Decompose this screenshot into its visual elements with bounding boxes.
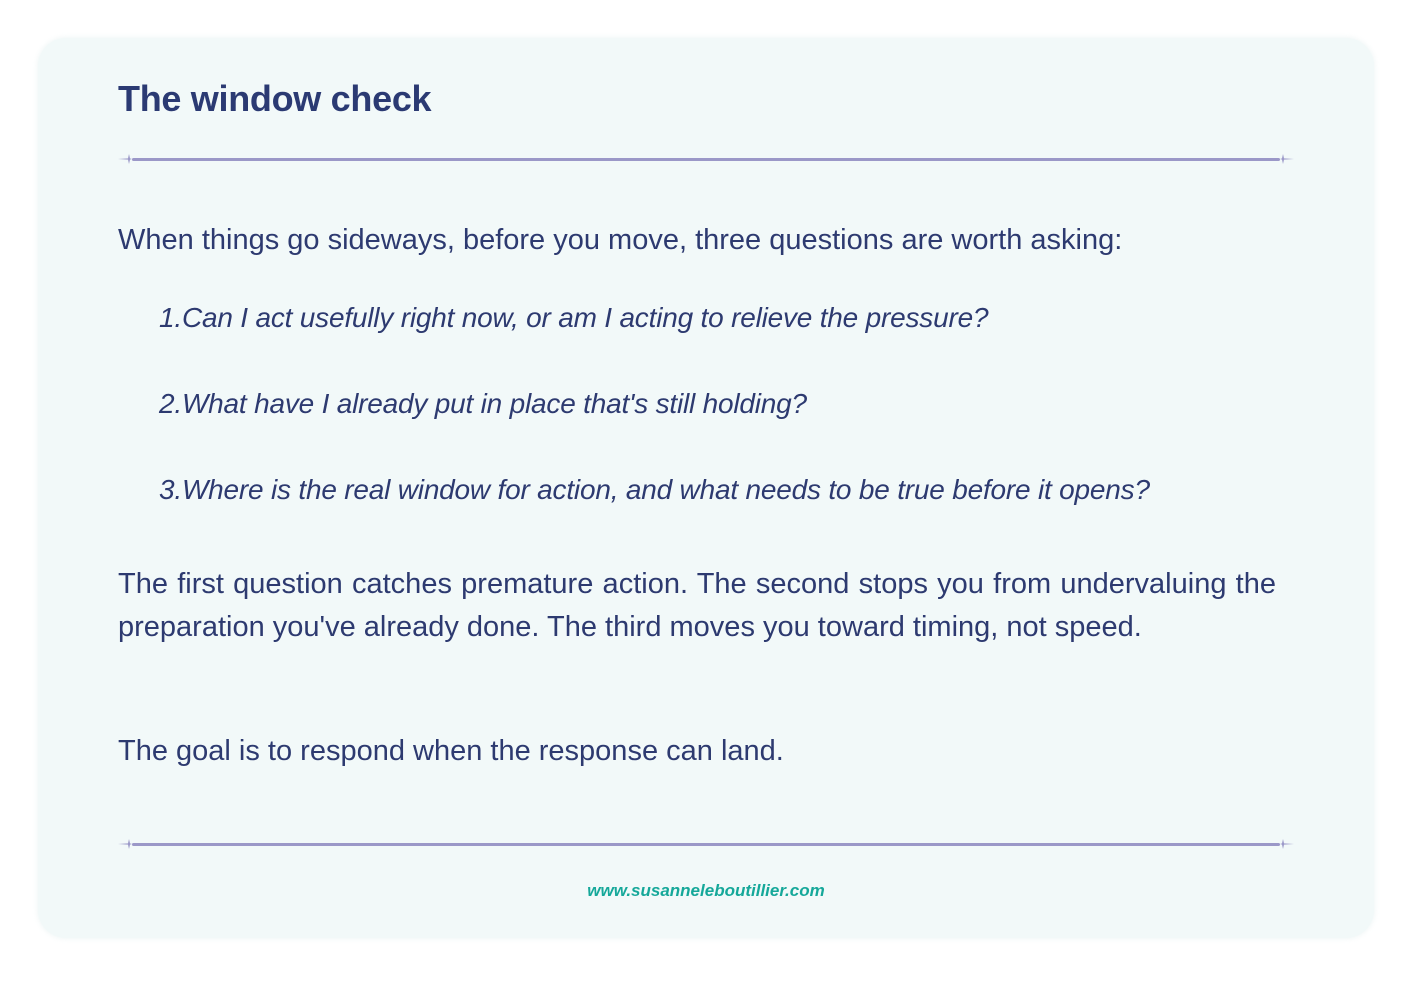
divider-sparkle-icon xyxy=(118,153,132,165)
question-list xyxy=(159,300,1150,558)
explanation-paragraph: The first question catches premature action. The second stops you from undervaluing the preparation you've already done. The third moves you toward timing, not speed. xyxy=(118,568,1276,643)
divider-sparkle-icon xyxy=(1280,153,1294,165)
divider-line xyxy=(132,843,1280,846)
question-item: 1.Can I act usefully right now, or am I acting to relieve the pressure? xyxy=(159,302,989,333)
card-title: The window check xyxy=(118,78,432,119)
divider-line xyxy=(132,158,1280,161)
website-link[interactable]: www.susanneleboutillier.com xyxy=(587,881,825,900)
content-card xyxy=(38,38,1374,938)
intro-text: When things go sideways, before you move, three questions are worth asking: xyxy=(118,224,1123,256)
question-item: 3.Where is the real window for action, and what needs to be true before it opens? xyxy=(159,474,1150,505)
goal-statement: The goal is to respond when the response can land. xyxy=(118,735,784,767)
bottom-divider xyxy=(118,838,1294,850)
question-item: 2.What have I already put in place that's still holding? xyxy=(159,388,807,419)
divider-sparkle-icon xyxy=(118,838,132,850)
divider-sparkle-icon xyxy=(1280,838,1294,850)
top-divider xyxy=(118,153,1294,165)
